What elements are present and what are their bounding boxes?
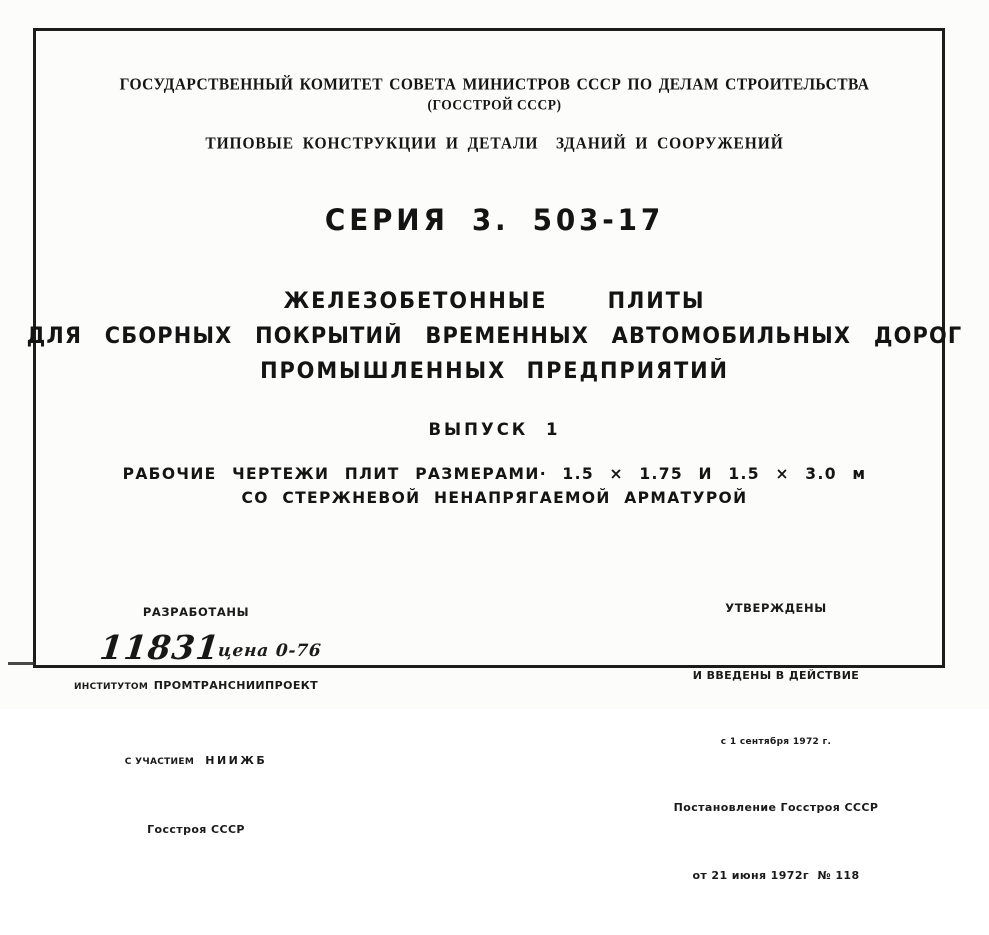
approved-block — [608, 552, 944, 935]
main-title-line3: ПРОМЫШЛЕННЫХ ПРЕДПРИЯТИЙ — [260, 359, 729, 384]
scan-artifact-line — [8, 662, 36, 665]
main-title-line1: ЖЕЛЕЗОБЕТОННЫЕ ПЛИТЫ — [283, 289, 706, 314]
approved-resolution-line: Постановление Госстроя СССР — [673, 801, 879, 815]
main-title-line2: ДЛЯ СБОРНЫХ ПОКРЫТИЙ ВРЕМЕННЫХ АВТОМОБИЛЬНЫХ ДОРОГ — [26, 324, 963, 349]
committee-header-line: ГОСУДАРСТВЕННЫЙ КОМИТЕТ СОВЕТА МИНИСТРОВ СССР ПО ДЕЛАМ СТРОИТЕЛЬСТВА — [119, 74, 870, 94]
approved-date-line: с 1 сентября 1972 г. — [720, 736, 832, 747]
developed-participation-prefix: С УЧАСТИЕМ — [124, 757, 195, 768]
developed-participation-name: НИИЖБ — [205, 754, 268, 768]
handwritten-stamp-number: 11831 — [97, 628, 222, 667]
developed-participation-line — [46, 747, 346, 771]
series-title: СЕРИЯ 3. 503-17 — [324, 203, 665, 237]
subtitle-line2: СО СТЕРЖНЕВОЙ НЕНАПРЯГАЕМОЙ АРМАТУРОЙ — [241, 488, 748, 507]
approved-title: УТВЕРЖДЕНЫ — [725, 601, 827, 615]
typical-constructions-line: ТИПОВЫЕ КОНСТРУКЦИИ И ДЕТАЛИ ЗДАНИЙ И СООРУЖЕНИЙ — [205, 133, 784, 153]
developed-by-block — [46, 556, 346, 890]
issue-label: ВЫПУСК 1 — [428, 420, 561, 439]
subtitle-line1: РАБОЧИЕ ЧЕРТЕЖИ ПЛИТ РАЗМЕРАМИ· 1.5 × 1.75 И 1.5 × 3.0 м — [122, 464, 867, 483]
developed-institute-line — [46, 672, 346, 696]
approved-resolution-date-line: от 21 июня 1972г № 118 — [692, 868, 860, 882]
gosstroy-header-line: (ГОССТРОЙ СССР) — [427, 96, 562, 113]
approved-enacted-line: И ВВЕДЕНЫ В ДЕЙСТВИЕ — [692, 669, 860, 683]
handwritten-price: цена 0-76 — [217, 641, 323, 661]
developed-gosstroy-line: Госстроя СССР — [147, 823, 245, 837]
developed-institute-name: ПРОМТРАНСНИИПРОЕКТ — [153, 679, 319, 693]
developed-title: РАЗРАБОТАНЫ — [142, 605, 250, 619]
developed-institute-prefix: ИНСТИТУТОМ — [73, 682, 149, 693]
